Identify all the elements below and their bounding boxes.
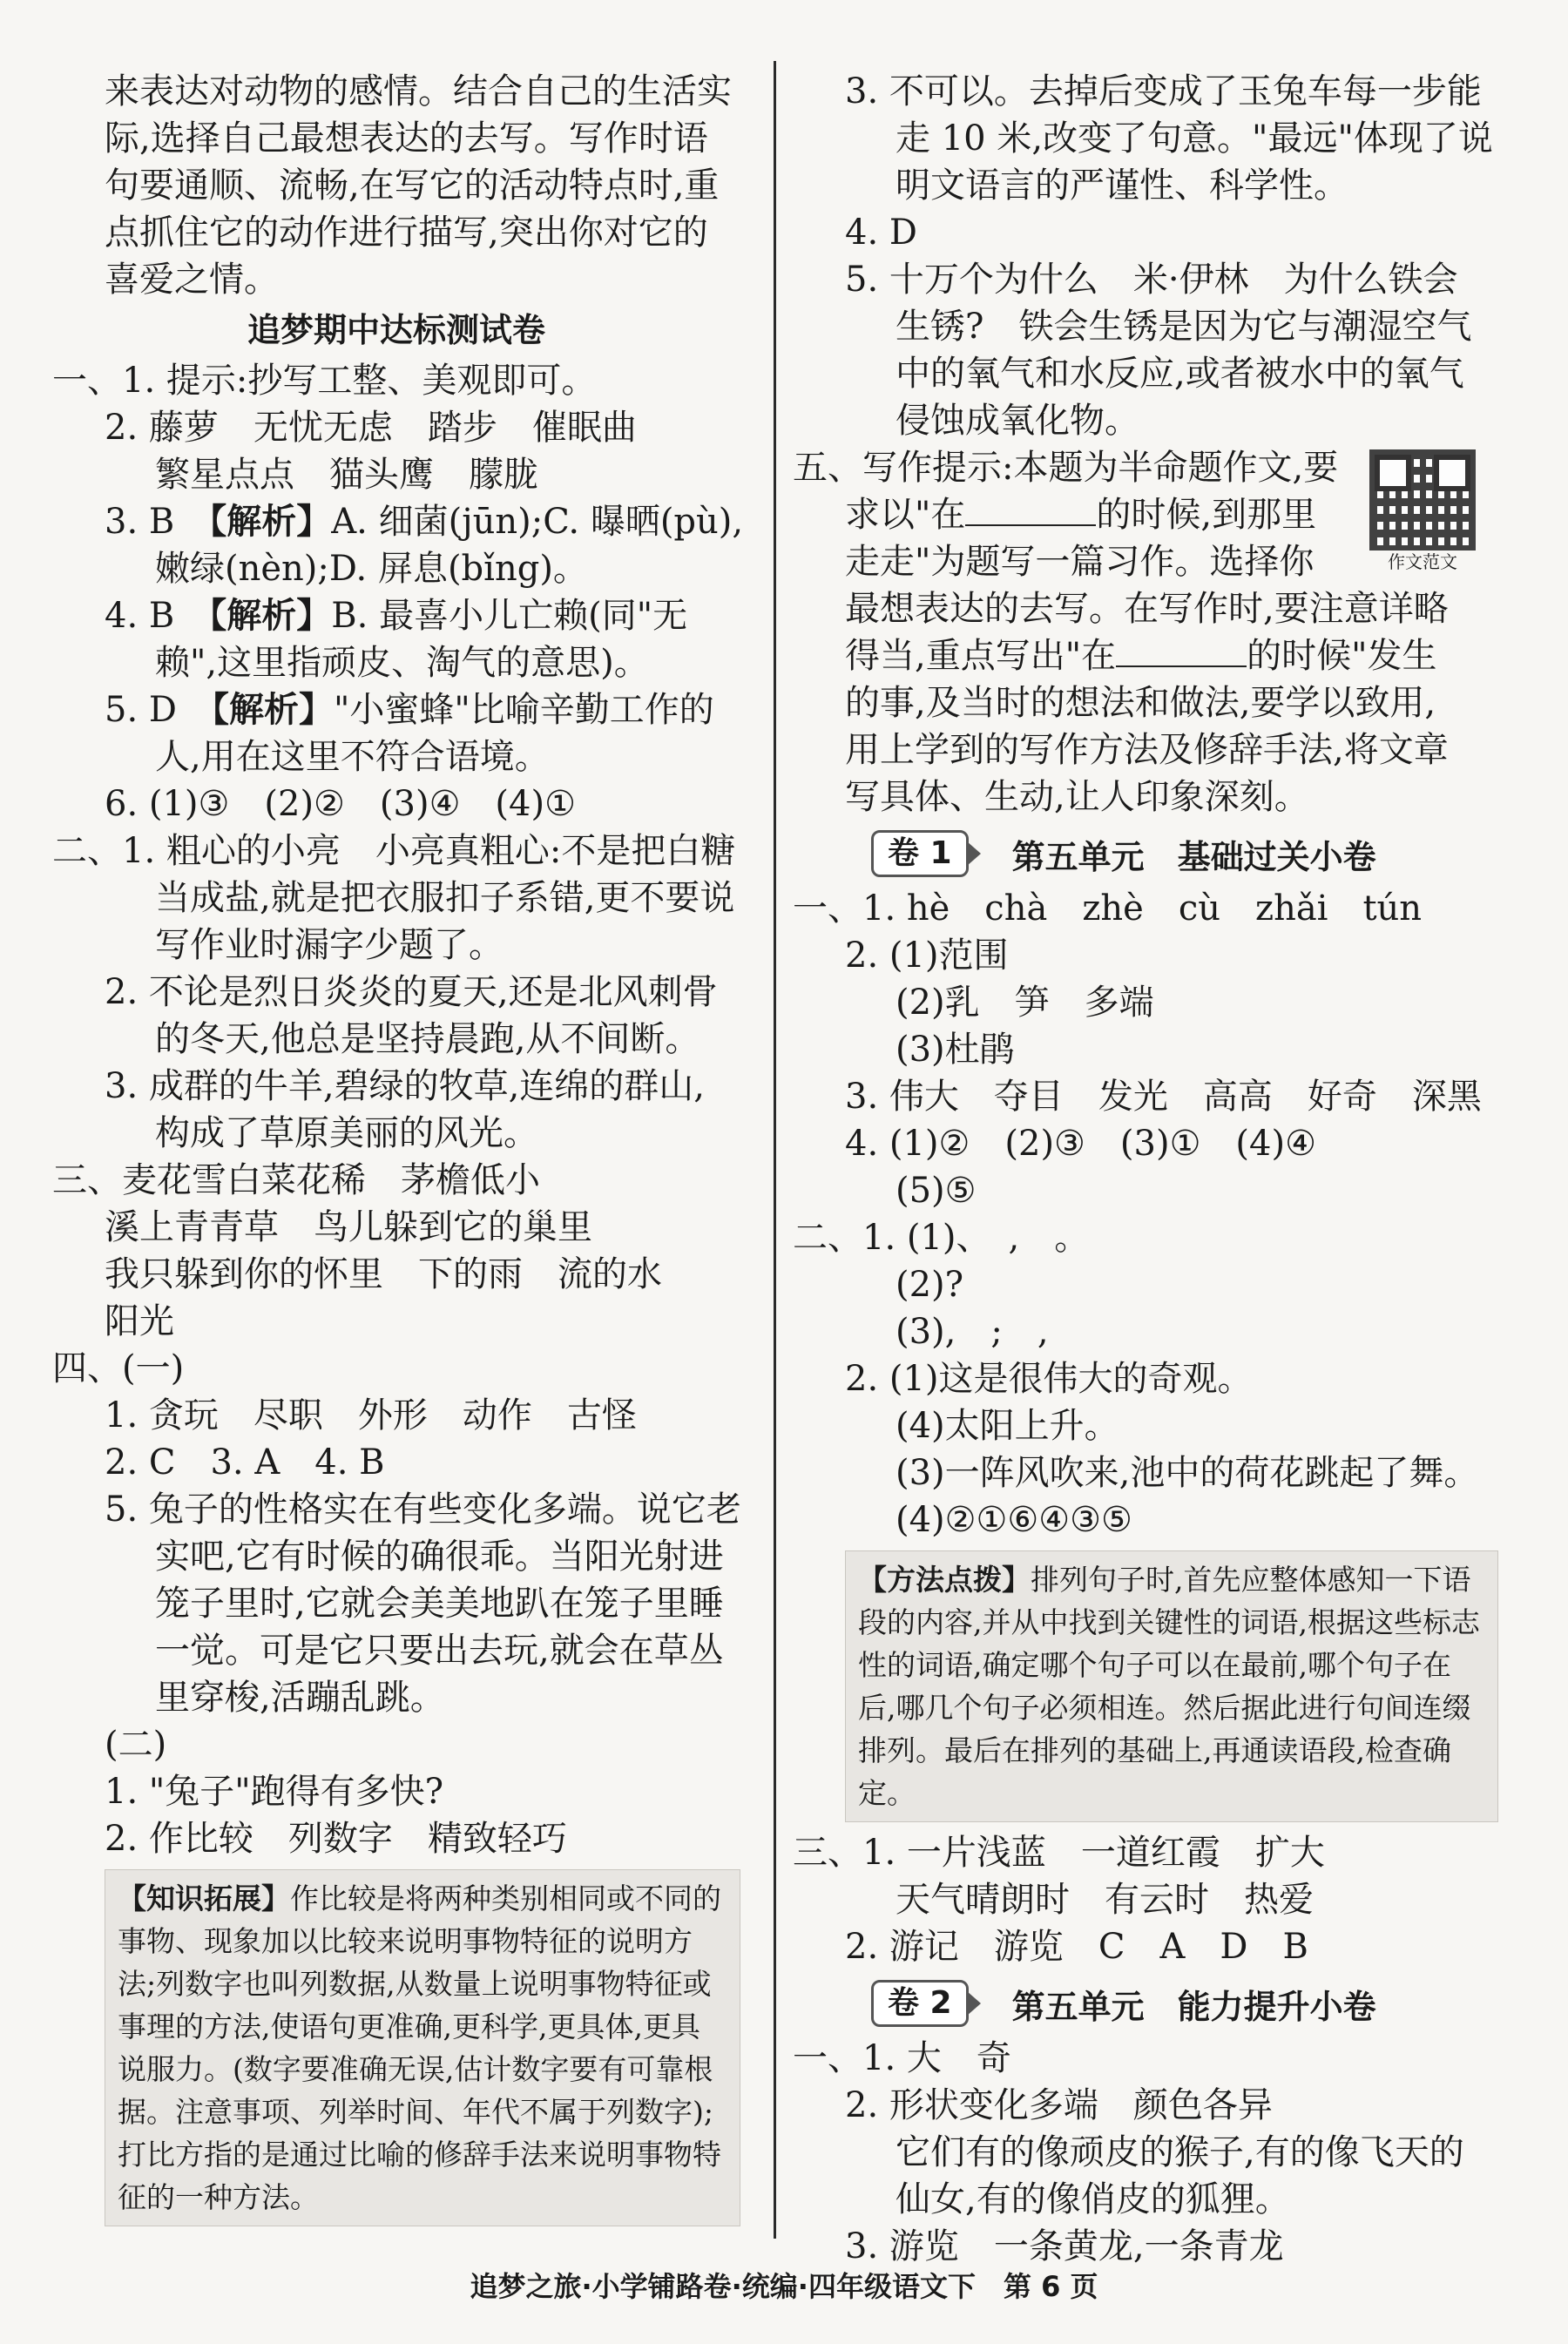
- answer-line: 仙女,有的像俏皮的狐狸。: [896, 2179, 1290, 2219]
- unit-badge: 卷 2: [871, 1980, 969, 2027]
- answer-line: 2. (1)范围: [845, 936, 1009, 976]
- answer-line: 生锈? 铁会生锈是因为它与潮湿空气: [896, 307, 1472, 347]
- answer-text: "小蜜蜂"比喻辛勤工作的: [333, 690, 714, 730]
- answer-line: 我只躲到你的怀里 下的雨 流的水: [105, 1254, 662, 1294]
- answer-line: 写具体、生动,让人印象深刻。: [845, 777, 1309, 817]
- qr-code-block[interactable]: [1369, 449, 1476, 573]
- right-column: [793, 68, 1498, 2270]
- answer-text: B. 最喜小儿亡赖(同"无: [331, 596, 688, 636]
- answer-line: (3)杜鹃: [896, 1030, 1015, 1070]
- answer-line: 2. C 3. A 4. B: [105, 1442, 385, 1483]
- answer-text: 的时候"发生: [1247, 636, 1437, 676]
- answer-line: 嫩绿(nèn);D. 屏息(bǐng)。: [155, 549, 588, 589]
- answer-line: [793, 632, 1498, 679]
- answer-line: 2. 形状变化多端 颜色各异: [845, 2085, 1273, 2125]
- method-box: [845, 1550, 1498, 1822]
- answer-line: 它们有的像顽皮的猴子,有的像飞天的: [896, 2132, 1464, 2172]
- answer-text: 求以"在: [845, 495, 966, 535]
- answer-line: 构成了草原美丽的风光。: [155, 1113, 538, 1153]
- analysis-tag: 【解析】: [209, 502, 332, 542]
- answer-line: (3)一阵风吹来,池中的荷花跳起了舞。: [896, 1453, 1479, 1493]
- answer-text: A. 细菌(jūn);C. 曝晒(pù),: [331, 502, 744, 542]
- unit-title: 第五单元 能力提升小卷: [1011, 1987, 1376, 2026]
- answer-line: 侵蚀成氧化物。: [896, 401, 1139, 441]
- intro-line: 句要通顺、流畅,在写它的活动特点时,重: [105, 165, 720, 206]
- answer-line: 4. D: [845, 213, 917, 253]
- answer-line: 三、麦花雪白菜花稀 茅檐低小: [52, 1160, 540, 1200]
- answer-line: 实吧,它有时候的确很乖。当阳光射进: [155, 1537, 724, 1577]
- answer-text: 得当,重点写出"在: [845, 636, 1117, 676]
- column-divider: [774, 61, 776, 2239]
- answer-line: 溪上青青草 鸟儿躲到它的巢里: [105, 1207, 592, 1247]
- knowledge-text: [118, 1877, 727, 2219]
- unit-title: 第五单元 基础过关小卷: [1011, 837, 1376, 876]
- exam-title: 追梦期中达标测试卷: [247, 311, 545, 349]
- answer-line: 一觉。可是它只要出去玩,就会在草丛: [155, 1631, 724, 1671]
- method-body: 排列句子时,首先应整体感知一下语段的内容,并从中找到关键性的词语,根据这些标志性的词语,确定哪个句子可以在最前,哪个句子在后,哪几个句子必须相连。然后据此进行句间连缀排列。最后在排列的基础上,再通读语段,检查确定。: [858, 1563, 1480, 1810]
- knowledge-tag: 【知识拓展】: [118, 1881, 290, 1915]
- answer-line: 的冬天,他总是坚持晨跑,从不间断。: [155, 1019, 700, 1059]
- answer-line: 走 10 米,改变了句意。"最远"体现了说: [896, 118, 1493, 159]
- qr-code-icon[interactable]: [1369, 449, 1476, 551]
- analysis-tag: 【解析】: [209, 596, 332, 636]
- answer-line: [52, 686, 740, 733]
- intro-line: 喜爱之情。: [105, 260, 279, 300]
- answer-line: 2. 不论是烈日炎炎的夏天,还是北风刺骨: [105, 972, 718, 1012]
- answer-line: (2)乳 笋 多端: [896, 983, 1154, 1023]
- answer-line: 笼子里时,它就会美美地趴在笼子里睡: [155, 1584, 724, 1624]
- answer-line: 2. (1)这是很伟大的奇观。: [845, 1359, 1253, 1399]
- knowledge-body: 作比较是将两种类别相同或不同的事物、现象加以比较来说明事物特征的说明方法;列数字也叫列数据,从数量上说明事物特征或事理的方法,使语句更准确,更科学,更具体,更具说服力。(数字要准确无误,估计数字要有可靠根据。注意事项、列举时间、年代不属于列数字);打比方指的是通过比喻的修辞手法来说明事物特征的一种方法。: [118, 1881, 721, 2214]
- answer-line: 的事,及当时的想法和做法,要学以致用,: [845, 683, 1436, 723]
- answer-line: 4. (1)② (2)③ (3)① (4)④: [845, 1124, 1316, 1164]
- answer-line: 走走"为题写一篇习作。选择你: [845, 542, 1315, 582]
- answer-line: 最想表达的去写。在写作时,要注意详略: [845, 589, 1449, 629]
- qr-code-label: 作文范文: [1388, 551, 1457, 572]
- answer-line: 人,用在这里不符合语境。: [155, 737, 550, 777]
- answer-line: 6. (1)③ (2)② (3)④ (4)①: [105, 784, 576, 824]
- analysis-tag: 【解析】: [211, 690, 334, 730]
- answer-line: (二): [105, 1725, 167, 1765]
- page-footer: 追梦之旅·小学铺路卷·统编·四年级语文下 第 6 页: [470, 2270, 1098, 2303]
- answer-line: 2. 游记 游览 C A D B: [845, 1927, 1308, 1967]
- unit-header: [871, 829, 1498, 878]
- method-tag: 【方法点拨】: [858, 1563, 1031, 1597]
- answer-line: 一、1. 大 奇: [793, 2038, 1011, 2078]
- intro-line: 来表达对动物的感情。结合自己的生活实: [105, 71, 732, 111]
- intro-line: 点抓住它的动作进行描写,突出你对它的: [105, 213, 708, 253]
- answer-line: 二、1. 粗心的小亮 小亮真粗心:不是把白糖: [52, 831, 736, 871]
- answer-line: 二、1. (1)、 , 。: [793, 1218, 1090, 1258]
- answer-text: 3. B: [105, 502, 210, 542]
- answer-line: 当成盐,就是把衣服扣子系错,更不要说: [155, 878, 735, 918]
- answer-line: 2. 作比较 列数字 精致轻巧: [105, 1819, 567, 1859]
- answer-text: 的时候,到那里: [1096, 495, 1317, 535]
- answer-line: (4)②①⑥④③⑤: [896, 1500, 1132, 1540]
- unit-header: [871, 1979, 1498, 2028]
- answer-line: (3), ; ,: [896, 1312, 1049, 1352]
- answer-line: 3. 成群的牛羊,碧绿的牧草,连绵的群山,: [105, 1066, 706, 1106]
- answer-line: 用上学到的写作方法及修辞手法,将文章: [845, 730, 1449, 770]
- answer-text: 4. B: [105, 596, 210, 636]
- answer-line: 天气晴朗时 有云时 热爱: [896, 1880, 1314, 1920]
- answer-text: 5. D: [105, 690, 212, 730]
- answer-line: 明文语言的严谨性、科学性。: [896, 165, 1348, 206]
- answer-line: 一、1. 提示:抄写工整、美观即可。: [52, 361, 597, 401]
- blank-line: [965, 493, 1096, 526]
- answer-line: 五、写作提示:本题为半命题作文,要: [793, 448, 1339, 488]
- answer-line: 1. 贪玩 尽职 外形 动作 古怪: [105, 1395, 637, 1435]
- method-text: [858, 1558, 1485, 1814]
- answer-line: (2)?: [896, 1265, 964, 1305]
- answer-line: 赖",这里指顽皮、淘气的意思)。: [155, 643, 649, 683]
- answer-line: 3. 不可以。去掉后变成了玉兔车每一步能: [845, 71, 1482, 111]
- answer-line: 中的氧气和水反应,或者被水中的氧气: [896, 354, 1464, 394]
- answer-line: 里穿梭,活蹦乱跳。: [155, 1678, 445, 1718]
- answer-line: 繁星点点 猫头鹰 朦胧: [155, 455, 538, 495]
- answer-line: (4)太阳上升。: [896, 1406, 1119, 1446]
- answer-line: 一、1. hè chà zhè cù zhǎi tún: [793, 888, 1423, 929]
- left-column: [52, 68, 744, 2233]
- badge-arrow-icon: [967, 1991, 981, 2016]
- answer-line: 2. 藤萝 无忧无虑 踏步 催眠曲: [105, 408, 637, 448]
- answer-line: [52, 498, 744, 545]
- knowledge-box: [105, 1869, 740, 2226]
- blank-line: [1116, 634, 1247, 667]
- answer-line: (5)⑤: [896, 1171, 977, 1211]
- answer-line: 三、1. 一片浅蓝 一道红霞 扩大: [793, 1833, 1325, 1873]
- answer-line: 5. 兔子的性格实在有些变化多端。说它老: [105, 1489, 741, 1530]
- intro-line: 际,选择自己最想表达的去写。写作时语: [105, 118, 708, 159]
- answer-line: 5. 十万个为什么 米·伊林 为什么铁会: [845, 260, 1458, 300]
- answer-line: 四、(一): [52, 1348, 185, 1388]
- badge-arrow-icon: [967, 841, 981, 866]
- unit-badge: 卷 1: [871, 830, 969, 877]
- answer-line: 3. 伟大 夺目 发光 高高 好奇 深黑: [845, 1077, 1482, 1117]
- answer-line: 阳光: [105, 1301, 174, 1341]
- answer-line: 1. "兔子"跑得有多快?: [105, 1772, 444, 1812]
- answer-line: 3. 游览 一条黄龙,一条青龙: [845, 2226, 1284, 2266]
- answer-line: 写作业时漏字少题了。: [155, 925, 504, 965]
- answer-line: [52, 592, 740, 639]
